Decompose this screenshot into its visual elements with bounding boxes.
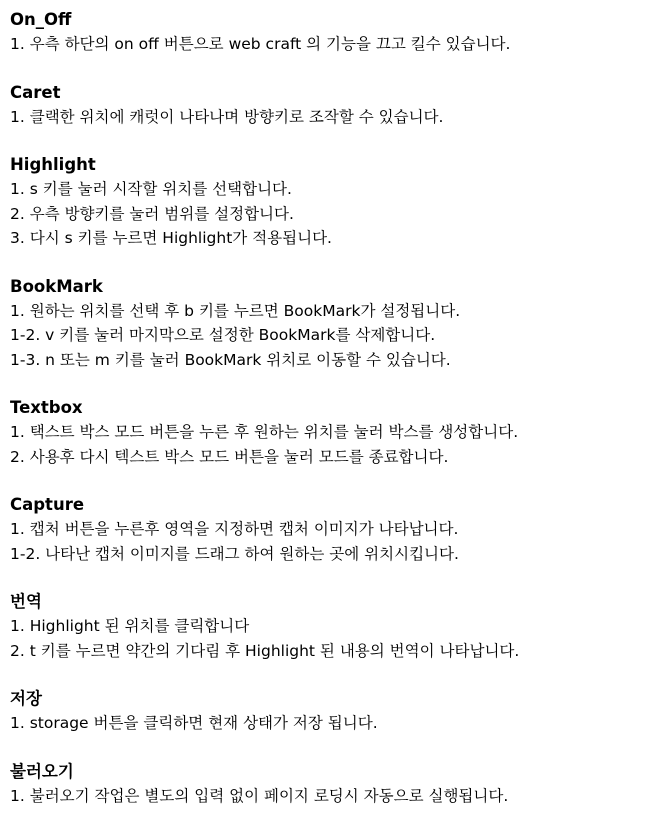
section-title-save: 저장 [10, 689, 42, 708]
section-capture [10, 493, 649, 566]
instruction-line: 1-2. 나타난 캡처 이미지를 드래그 하여 원하는 곳에 위치시킵니다. [10, 544, 459, 563]
instruction-line: 1. 캡처 버튼을 누른후 영역을 지정하면 캡처 이미지가 나타납니다. [10, 520, 459, 538]
instruction-line: 1. 클랙한 위치에 캐럿이 나타나며 방향키로 조작할 수 있습니다. [10, 107, 444, 126]
instruction-line: 2. t 키를 누르면 약간의 기다림 후 Highlight 된 내용의 번역이 나타납니다. [10, 641, 520, 660]
instruction-line: 1-3. n 또는 m 키를 눌러 BookMark 위치로 이동할 수 있습니다. [10, 350, 451, 369]
section-title-caret: Caret [10, 82, 61, 102]
section-title-bookmark: BookMark [10, 276, 103, 296]
instruction-line: 1. s 키를 눌러 시작할 위치를 선택합니다. [10, 180, 292, 198]
section-load [10, 760, 649, 809]
instruction-line: 1. 우측 하단의 on off 버튼으로 web craft 의 기능을 끄고 킬수 있습니다. [10, 35, 511, 53]
section-textbox [10, 396, 649, 469]
instruction-line: 1. storage 버튼을 클릭하면 현재 상태가 저장 됩니다. [10, 714, 378, 732]
section-title-on-off: On_Off [10, 10, 72, 29]
instruction-line: 2. 사용후 다시 텍스트 박스 모드 버튼을 눌러 모드를 종료합니다. [10, 447, 449, 466]
section-highlight [10, 153, 649, 251]
section-save [10, 687, 649, 736]
section-title-capture: Capture [10, 495, 85, 514]
section-caret [10, 81, 649, 130]
section-title-load: 불러오기 [10, 761, 74, 781]
section-title-translation: 번역 [10, 592, 42, 611]
instruction-line: 1-2. v 키를 눌러 마지막으로 설정한 BookMark를 삭제합니다. [10, 326, 436, 344]
instruction-line: 1. 택스트 박스 모드 버튼을 누른 후 원하는 위치를 눌러 박스를 생성합니다. [10, 423, 519, 441]
section-on-off [10, 8, 649, 57]
instruction-line: 1. 불러오기 작업은 별도의 입력 없이 페이지 로딩시 자동으로 실행됩니다. [10, 786, 509, 805]
section-bookmark [10, 275, 649, 373]
instruction-line: 1. Highlight 된 위치를 클릭합니다 [10, 617, 250, 635]
section-title-highlight: Highlight [10, 155, 96, 174]
section-title-textbox: Textbox [10, 398, 83, 417]
instruction-line: 3. 다시 s 키를 누르면 Highlight가 적용됩니다. [10, 229, 332, 247]
section-translation [10, 590, 649, 663]
instruction-line: 1. 원하는 위치를 선택 후 b 키를 누르면 BookMark가 설정됩니다. [10, 301, 461, 320]
instruction-line: 2. 우측 방향키를 눌러 범위를 설정합니다. [10, 204, 294, 223]
